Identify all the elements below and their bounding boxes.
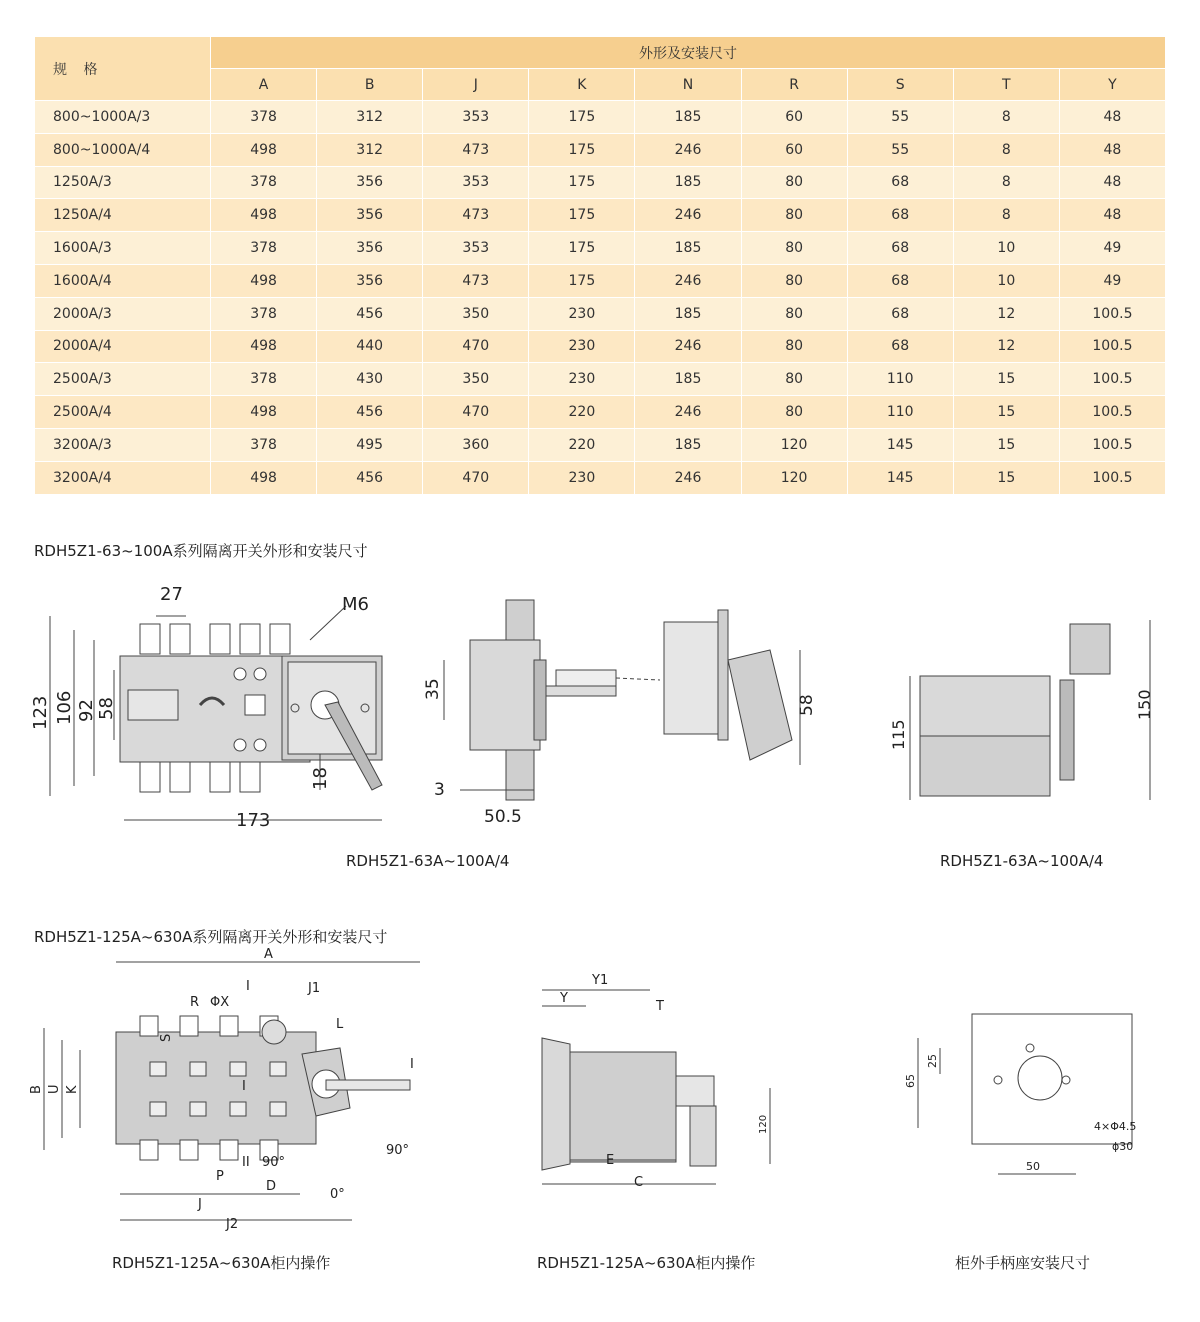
value-cell: 185	[635, 232, 741, 265]
dim-p: P	[216, 1169, 224, 1184]
dim-holes: 4×Φ4.5	[1094, 1120, 1137, 1133]
value-cell: 15	[953, 396, 1059, 429]
spec-cell: 1600A/3	[35, 232, 211, 265]
value-cell: 246	[635, 330, 741, 363]
value-cell: 378	[211, 363, 317, 396]
section1-title: RDH5Z1-63~100A系列隔离开关外形和安装尺寸	[34, 542, 368, 560]
table-row	[35, 264, 1166, 297]
value-cell: 220	[529, 428, 635, 461]
dim-123: 123	[30, 695, 51, 730]
spec-cell: 3200A/3	[35, 428, 211, 461]
spec-header: 规 格	[35, 37, 211, 101]
value-cell: 470	[423, 461, 529, 494]
column-header: A	[211, 69, 317, 101]
value-cell: 80	[741, 363, 847, 396]
value-cell: 175	[529, 101, 635, 134]
dim-25: 25	[926, 1054, 939, 1068]
table-row	[35, 199, 1166, 232]
value-cell: 100.5	[1059, 297, 1165, 330]
dim-l: L	[336, 1017, 344, 1032]
dim-u: U	[47, 1084, 62, 1094]
spec-cell: 1250A/3	[35, 166, 211, 199]
dim-3: 3	[434, 780, 445, 800]
value-cell: 55	[847, 133, 953, 166]
value-cell: 246	[635, 199, 741, 232]
value-cell: 246	[635, 396, 741, 429]
dim-c: C	[634, 1175, 644, 1190]
section2-title: RDH5Z1-125A~630A系列隔离开关外形和安装尺寸	[34, 928, 388, 946]
value-cell: 175	[529, 232, 635, 265]
dim-65: 65	[904, 1074, 917, 1088]
value-cell: 80	[741, 166, 847, 199]
value-cell: 145	[847, 461, 953, 494]
table-row	[35, 396, 1166, 429]
dim-50: 50	[1026, 1160, 1040, 1173]
column-header: J	[423, 69, 529, 101]
value-cell: 220	[529, 396, 635, 429]
dim-m6: M6	[342, 594, 369, 615]
table-row	[35, 330, 1166, 363]
value-cell: 8	[953, 101, 1059, 134]
dim-115: 115	[889, 719, 908, 750]
value-cell: 8	[953, 166, 1059, 199]
value-cell: 120	[741, 428, 847, 461]
table-row	[35, 428, 1166, 461]
value-cell: 456	[317, 297, 423, 330]
value-cell: 48	[1059, 101, 1165, 134]
column-header: B	[317, 69, 423, 101]
value-cell: 48	[1059, 199, 1165, 232]
dim-y1: Y1	[592, 973, 609, 988]
label-0: 0°	[330, 1187, 345, 1202]
value-cell: 48	[1059, 166, 1165, 199]
value-cell: 49	[1059, 232, 1165, 265]
dim-a: A	[264, 947, 273, 962]
dim-j: J	[198, 1197, 202, 1212]
value-cell: 110	[847, 396, 953, 429]
table-row	[35, 166, 1166, 199]
value-cell: 312	[317, 101, 423, 134]
dim-27: 27	[160, 584, 183, 605]
caption-front-125-630a: RDH5Z1-125A~630A柜内操作	[112, 1254, 331, 1272]
value-cell: 80	[741, 199, 847, 232]
value-cell: 15	[953, 363, 1059, 396]
front-view-63-100a	[20, 580, 400, 840]
table-row	[35, 133, 1166, 166]
dim-j2: J2	[226, 1217, 239, 1232]
value-cell: 456	[317, 396, 423, 429]
dim-106: 106	[54, 690, 75, 725]
dim-phi-x: ΦX	[210, 995, 230, 1010]
value-cell: 185	[635, 166, 741, 199]
spec-cell: 2000A/3	[35, 297, 211, 330]
value-cell: 230	[529, 363, 635, 396]
value-cell: 68	[847, 264, 953, 297]
value-cell: 185	[635, 428, 741, 461]
value-cell: 100.5	[1059, 461, 1165, 494]
value-cell: 498	[211, 264, 317, 297]
value-cell: 68	[847, 297, 953, 330]
value-cell: 120	[741, 461, 847, 494]
dim-b: B	[29, 1085, 44, 1094]
value-cell: 470	[423, 396, 529, 429]
dim-phi-30: ϕ30	[1112, 1140, 1134, 1153]
value-cell: 356	[317, 166, 423, 199]
label-90-a: 90°	[262, 1155, 286, 1170]
value-cell: 80	[741, 330, 847, 363]
value-cell: 378	[211, 101, 317, 134]
value-cell: 356	[317, 199, 423, 232]
value-cell: 353	[423, 232, 529, 265]
value-cell: 10	[953, 232, 1059, 265]
value-cell: 145	[847, 428, 953, 461]
column-header: R	[741, 69, 847, 101]
value-cell: 15	[953, 428, 1059, 461]
value-cell: 12	[953, 297, 1059, 330]
value-cell: 495	[317, 428, 423, 461]
table-row	[35, 297, 1166, 330]
value-cell: 350	[423, 297, 529, 330]
value-cell: 353	[423, 166, 529, 199]
dim-j1: J1	[308, 981, 321, 996]
value-cell: 356	[317, 232, 423, 265]
value-cell: 8	[953, 133, 1059, 166]
value-cell: 60	[741, 101, 847, 134]
value-cell: 68	[847, 330, 953, 363]
value-cell: 230	[529, 330, 635, 363]
value-cell: 360	[423, 428, 529, 461]
dim-s: S	[159, 1033, 174, 1042]
side-view-63-100a	[420, 590, 820, 830]
dim-35: 35	[423, 678, 443, 700]
value-cell: 498	[211, 461, 317, 494]
label-90-b: 90°	[386, 1143, 410, 1158]
caption-side-125-630a: RDH5Z1-125A~630A柜内操作	[537, 1254, 756, 1272]
dim-58-side: 58	[797, 694, 817, 716]
value-cell: 49	[1059, 264, 1165, 297]
value-cell: 175	[529, 166, 635, 199]
spec-cell: 1600A/4	[35, 264, 211, 297]
dim-150: 150	[1135, 689, 1154, 720]
spec-cell: 2000A/4	[35, 330, 211, 363]
value-cell: 10	[953, 264, 1059, 297]
value-cell: 185	[635, 363, 741, 396]
spec-cell: 800~1000A/4	[35, 133, 211, 166]
value-cell: 378	[211, 297, 317, 330]
rear-view-63-100a	[880, 610, 1170, 810]
column-header: S	[847, 69, 953, 101]
spec-cell: 3200A/4	[35, 461, 211, 494]
value-cell: 68	[847, 232, 953, 265]
value-cell: 353	[423, 101, 529, 134]
value-cell: 55	[847, 101, 953, 134]
spec-table	[34, 36, 1166, 495]
value-cell: 246	[635, 133, 741, 166]
value-cell: 60	[741, 133, 847, 166]
dim-173: 173	[236, 810, 271, 831]
spec-cell: 2500A/3	[35, 363, 211, 396]
value-cell: 100.5	[1059, 396, 1165, 429]
value-cell: 68	[847, 199, 953, 232]
value-cell: 473	[423, 199, 529, 232]
table-row	[35, 363, 1166, 396]
value-cell: 378	[211, 232, 317, 265]
dim-18: 18	[310, 767, 331, 790]
value-cell: 80	[741, 396, 847, 429]
side-view-125-630a	[530, 968, 810, 1208]
value-cell: 456	[317, 461, 423, 494]
value-cell: 470	[423, 330, 529, 363]
column-header: T	[953, 69, 1059, 101]
dim-t: T	[656, 999, 664, 1014]
caption-front-63-100a: RDH5Z1-63A~100A/4	[346, 852, 510, 870]
value-cell: 185	[635, 101, 741, 134]
value-cell: 110	[847, 363, 953, 396]
dim-r: R	[190, 995, 200, 1010]
value-cell: 230	[529, 461, 635, 494]
dim-k: K	[65, 1085, 80, 1094]
dim-d: D	[266, 1179, 277, 1194]
dim-58: 58	[96, 697, 117, 720]
dim-50-5: 50.5	[484, 807, 522, 827]
value-cell: 68	[847, 166, 953, 199]
value-cell: 246	[635, 264, 741, 297]
value-cell: 498	[211, 133, 317, 166]
value-cell: 440	[317, 330, 423, 363]
dim-i-top: I	[246, 979, 250, 994]
caption-handle-seat: 柜外手柄座安装尺寸	[955, 1254, 1091, 1272]
value-cell: 100.5	[1059, 330, 1165, 363]
value-cell: 473	[423, 264, 529, 297]
value-cell: 175	[529, 264, 635, 297]
dim-e: E	[606, 1153, 615, 1168]
value-cell: 430	[317, 363, 423, 396]
spec-cell: 1250A/4	[35, 199, 211, 232]
dim-120: 120	[758, 1114, 769, 1134]
value-cell: 246	[635, 461, 741, 494]
value-cell: 48	[1059, 133, 1165, 166]
handle-seat-mounting	[900, 1004, 1160, 1194]
value-cell: 230	[529, 297, 635, 330]
dim-92: 92	[76, 699, 97, 722]
table-row	[35, 101, 1166, 134]
table-row	[35, 232, 1166, 265]
value-cell: 498	[211, 396, 317, 429]
value-cell: 80	[741, 264, 847, 297]
value-cell: 15	[953, 461, 1059, 494]
front-view-125-630a	[30, 944, 450, 1244]
column-header: Y	[1059, 69, 1165, 101]
value-cell: 100.5	[1059, 428, 1165, 461]
column-header: K	[529, 69, 635, 101]
value-cell: 175	[529, 133, 635, 166]
value-cell: 350	[423, 363, 529, 396]
caption-rear-63-100a: RDH5Z1-63A~100A/4	[940, 852, 1104, 870]
value-cell: 175	[529, 199, 635, 232]
value-cell: 498	[211, 199, 317, 232]
value-cell: 185	[635, 297, 741, 330]
label-ii: II	[242, 1155, 250, 1170]
value-cell: 498	[211, 330, 317, 363]
value-cell: 100.5	[1059, 363, 1165, 396]
value-cell: 473	[423, 133, 529, 166]
value-cell: 312	[317, 133, 423, 166]
value-cell: 12	[953, 330, 1059, 363]
value-cell: 378	[211, 166, 317, 199]
value-cell: 80	[741, 232, 847, 265]
spec-cell: 800~1000A/3	[35, 101, 211, 134]
value-cell: 378	[211, 428, 317, 461]
column-header: N	[635, 69, 741, 101]
spec-cell: 2500A/4	[35, 396, 211, 429]
label-i-right: I	[410, 1057, 414, 1072]
table-row	[35, 461, 1166, 494]
dimension-group-header: 外形及安装尺寸	[211, 37, 1166, 69]
value-cell: 80	[741, 297, 847, 330]
label-i-mid: I	[242, 1079, 246, 1094]
value-cell: 356	[317, 264, 423, 297]
value-cell: 8	[953, 199, 1059, 232]
dim-y: Y	[560, 991, 568, 1006]
